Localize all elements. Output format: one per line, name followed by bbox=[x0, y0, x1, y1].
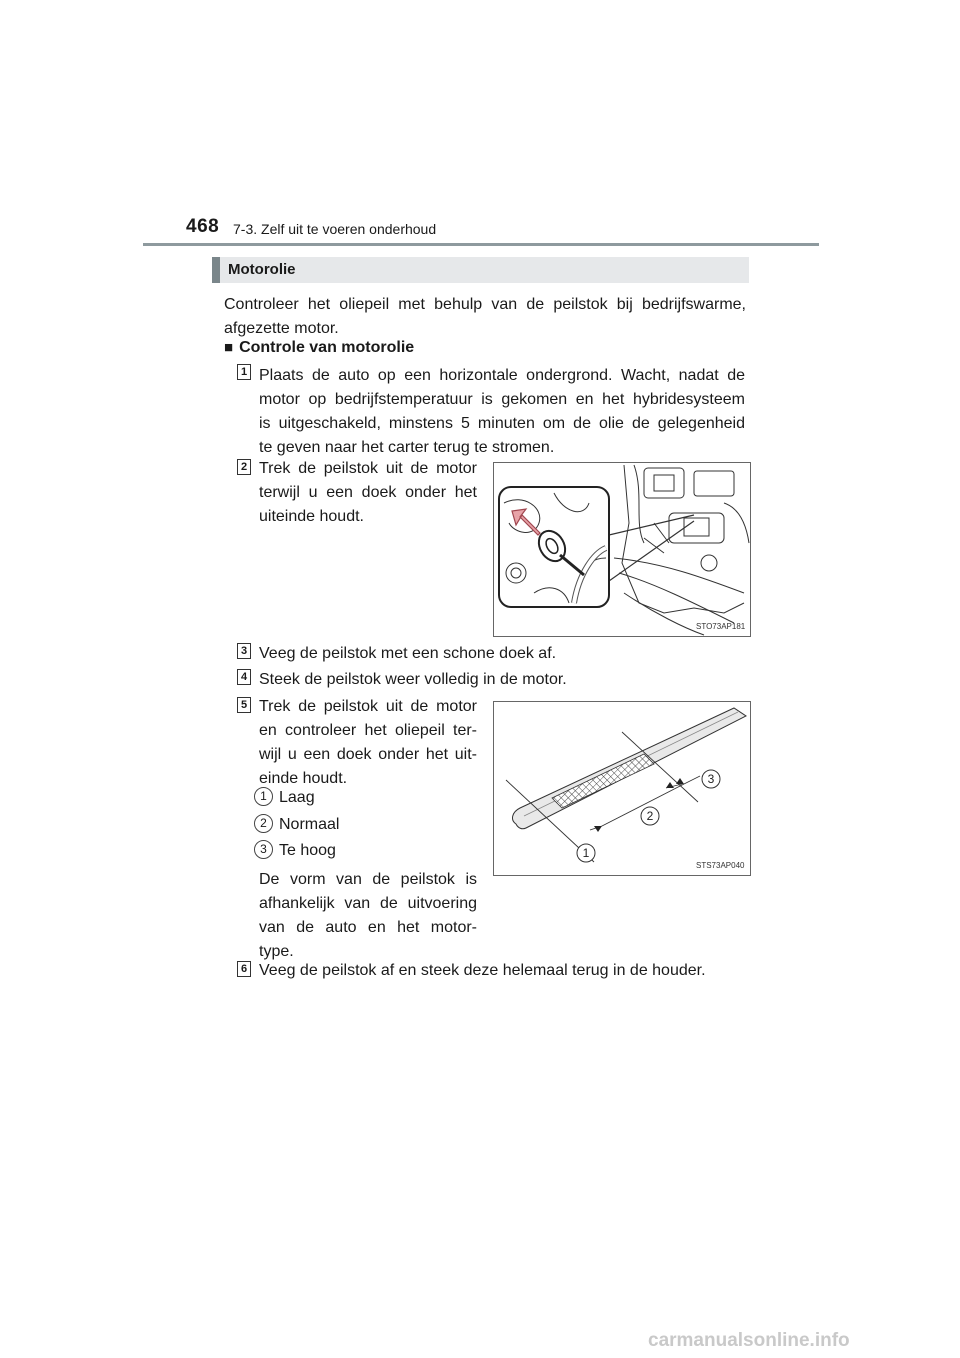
step-number-2: 2 bbox=[237, 459, 251, 475]
legend-number-2: 2 bbox=[254, 814, 273, 833]
legend-number-1: 1 bbox=[254, 787, 273, 806]
callout-2: 2 bbox=[646, 809, 654, 823]
step-4-text: Steek de peilstok weer volledig in de motor. bbox=[259, 671, 567, 688]
engine-bay-illustration bbox=[493, 462, 751, 637]
step-line: uiteinde houdt. bbox=[259, 508, 364, 525]
legend-label-normal: Normaal bbox=[279, 816, 340, 833]
step-number-3: 3 bbox=[237, 643, 251, 659]
step-line: Plaats de auto op een horizontale ondergrond. Wacht, nadat de bbox=[259, 367, 745, 384]
step-line: Trek de peilstok uit de motor bbox=[259, 460, 477, 477]
watermark: carmanualsonline.info bbox=[648, 1330, 850, 1351]
intro-line: Controleer het oliepeil met behulp van de peilstok bij bedrijfswarme, bbox=[224, 296, 746, 313]
step-line: terwijl u een doek onder het bbox=[259, 484, 477, 501]
step-line: motor op bedrijfstemperatuur is gekomen en het hybridesysteem bbox=[259, 391, 745, 408]
step-number-1: 1 bbox=[237, 364, 251, 380]
illustration-code: STS73AP040 bbox=[696, 861, 745, 870]
subheading bbox=[224, 339, 414, 357]
step-2-text bbox=[259, 457, 477, 529]
dipstick-illustration bbox=[493, 701, 751, 876]
subheading-text: Controle van motorolie bbox=[239, 339, 415, 356]
note-line: van de auto en het motor- bbox=[259, 919, 477, 936]
legend-label-low: Laag bbox=[279, 789, 315, 806]
header-divider bbox=[143, 243, 819, 246]
dipstick-drawing bbox=[494, 702, 750, 875]
legend-label-too-high: Te hoog bbox=[279, 842, 336, 859]
step-1-text bbox=[259, 364, 745, 460]
section-title: Motorolie bbox=[228, 261, 296, 278]
note-text bbox=[259, 868, 477, 964]
engine-bay-drawing bbox=[494, 463, 750, 636]
step-number-4: 4 bbox=[237, 669, 251, 685]
note-line: afhankelijk van de uitvoering bbox=[259, 895, 477, 912]
step-3-text: Veeg de peilstok met een schone doek af. bbox=[259, 645, 557, 662]
step-line: is uitgeschakeld, minstens 5 minuten om de olie de gelegenheid bbox=[259, 415, 745, 432]
breadcrumb: 7-3. Zelf uit te voeren onderhoud bbox=[233, 221, 437, 237]
illustration-code: STO73AP181 bbox=[696, 622, 746, 631]
intro-line: afgezette motor. bbox=[224, 320, 339, 337]
page-number: 468 bbox=[186, 216, 220, 237]
note-line: type. bbox=[259, 943, 294, 960]
step-line: te geven naar het carter terug te stromen. bbox=[259, 439, 555, 456]
square-bullet-icon: ■ bbox=[224, 339, 234, 356]
note-line: De vorm van de peilstok is bbox=[259, 871, 477, 888]
step-6-text: Veeg de peilstok af en steek deze helemaal terug in de houder. bbox=[259, 962, 706, 979]
callout-1: 1 bbox=[582, 846, 590, 860]
legend-number-3: 3 bbox=[254, 840, 273, 859]
step-number-6: 6 bbox=[237, 961, 251, 977]
callout-3: 3 bbox=[707, 772, 715, 786]
section-heading-accent bbox=[212, 257, 220, 283]
step-5-text bbox=[259, 695, 477, 791]
step-number-5: 5 bbox=[237, 697, 251, 713]
intro-paragraph bbox=[224, 293, 746, 341]
step-line: einde houdt. bbox=[259, 770, 348, 787]
step-line: Trek de peilstok uit de motor bbox=[259, 698, 477, 715]
step-line: en controleer het oliepeil ter- bbox=[259, 722, 477, 739]
step-line: wijl u een doek onder het uit- bbox=[259, 746, 477, 763]
